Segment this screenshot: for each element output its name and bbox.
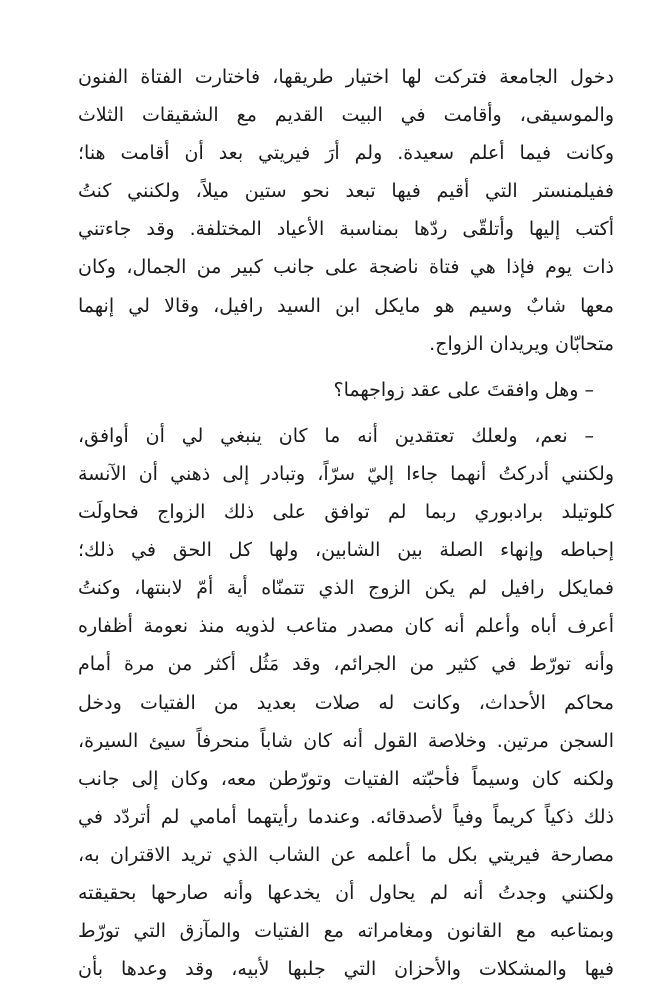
text-line: السجن مرتين. وخلاصة القول أنه كان شاباً منحرفاً سيئ السيرة، (78, 729, 614, 752)
text-line: ولكنني وجدتُ أنه لم يحاول أن يخدعها وأنه صارحها بحقيقته (78, 881, 614, 904)
text-line: إحباطه وإنهاء الصلة بين الشابين، ولها كل الحق في ذلك؛ (78, 539, 614, 562)
dialogue-line: – نعم، ولعلك تعتقدين أنه ما كان ينبغي لي أن أوافق، (78, 424, 594, 447)
text-line: دخول الجامعة فتركت لها اختيار طريقها، فاختارت الفتاة الفنون (78, 66, 614, 88)
text-line: وبمتاعبه مع القانون ومغامراته مع الفتيات والمآزق التي تورّط (78, 920, 614, 943)
dialogue-line: – وهل وافقتَ على عقد زواجهما؟ (333, 378, 594, 401)
text-line: ولكنني أدركتُ أنهما جاءا إليّ سرّاً، وتبادر إلى ذهني أن الآنسة (78, 462, 614, 485)
text-line: ذات يوم فإذا هي فتاة ناضجة على جانب كبير من الجمال، وكان (78, 256, 614, 279)
text-line: أعرف أباه وأعلم أنه كان مصدر متاعب لذويه منذ نعومة أظفاره (78, 615, 614, 638)
text-line: وكانت فيما أعلم سعيدة. ولم أرَ فيريتي بعد أن أقامت هنا؛ (78, 142, 614, 165)
text-line: كلوتيلد برادبوري ربما لم توافق على ذلك الزواج فحاولَت (78, 501, 614, 524)
paragraph-gap (78, 363, 614, 371)
text-line: ففيلمنستر التي أقيم فيها تبعد نحو ستين ميلاً، ولكنني كنتُ (78, 180, 614, 203)
text-line: ولكنه كان وسيماً فأحبّته الفتيات وتورّطن معه، وكان إلى جانب (78, 767, 614, 790)
text-line: مصارحة فيريتي بكل ما أعلمه عن الشاب الذي تريد الاقتران به، (78, 843, 614, 866)
text-line: وأنه تورّط في كثير من الجرائم، وقد مَثُل أكثر من مرة أمام (78, 653, 614, 676)
text-line: والموسيقى، وأقامت في البيت القديم مع الشقيقات الثلاث (78, 104, 614, 127)
text-line: أكتب إليها وأتلقّى ردّها بمناسبة الأعياد المختلفة. وقد جاءتني (78, 218, 614, 241)
body-text (78, 58, 614, 988)
paragraph-gap (78, 409, 614, 417)
text-line: فمايكل رافيل لم يكن الزوج الذي تتمنّاه أية أمّ لابنتها، وكنتُ (78, 577, 614, 600)
text-line: ذلك ذكياً كريماً وفياً لأصدقائه. وعندما رأيتهما أمامي لم أتردّد في (78, 805, 614, 828)
text-line: محاكم الأحداث، وكانت له صلات بعديد من الفتيات ودخل (78, 691, 614, 714)
text-line: فيها والمشكلات والأحزان التي جلبها لأبيه، وقد وعدها بأن (78, 958, 614, 981)
text-line: متحابّان ويريدان الزواج. (429, 332, 614, 355)
text-line: معها شابٌ وسيم هو مايكل ابن السيد رافيل، وقالا لي إنهما (78, 294, 614, 317)
